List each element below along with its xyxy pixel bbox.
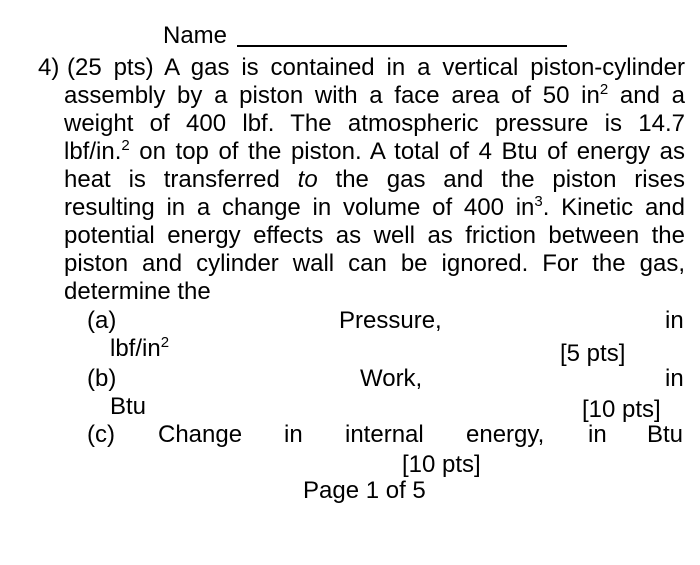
problem-line-8: piston and cylinder wall can be ignored. For the gas,	[64, 250, 685, 277]
part-c-word-4: energy,	[466, 421, 545, 448]
part-b-in: in	[665, 365, 684, 392]
problem-line-1	[67, 54, 685, 82]
part-c-word-6: Btu	[647, 421, 684, 448]
part-b-unit: Btu	[110, 393, 147, 420]
part-c-word-5: in	[588, 421, 607, 448]
problem-line-9: determine the	[64, 278, 211, 305]
problem-line-5	[64, 166, 685, 194]
part-a-unit-superscript: 2	[160, 334, 170, 351]
line4-text-end: on top of the piston. A total of 4 Btu of energy as	[129, 138, 685, 165]
name-blank-line	[237, 45, 567, 47]
problem-line-2	[64, 82, 685, 110]
line6-superscript: 3	[534, 193, 543, 210]
part-a-points: [5 pts]	[560, 340, 626, 367]
part-c-word-1: Change	[158, 421, 243, 448]
part-c-label: (c)	[87, 421, 115, 448]
part-b-label: (b)	[87, 365, 117, 392]
page-number: Page 1 of 5	[303, 477, 426, 504]
problem-line-6	[64, 194, 685, 222]
part-a-word: Pressure,	[339, 307, 442, 334]
line5-text: heat is transferred	[64, 166, 298, 193]
part-c-points: [10 pts]	[402, 451, 481, 478]
problem-points: (25 pts)	[67, 54, 154, 81]
part-c-word-2: in	[284, 421, 303, 448]
part-a-unit	[110, 335, 169, 363]
part-c-word-3: internal	[345, 421, 424, 448]
line4-text: lbf/in.	[64, 138, 122, 165]
problem-line-4	[64, 138, 685, 166]
problem-number: 4)	[38, 54, 60, 81]
part-b-word: Work,	[360, 365, 423, 392]
line6-text: resulting in a change in volume of 400 in	[64, 194, 535, 221]
line2-text-end: and a	[608, 82, 685, 109]
problem-line-3: weight of 400 lbf. The atmospheric pressure is 14.7	[64, 110, 685, 137]
part-a-in: in	[665, 307, 684, 334]
part-a-unit-base: lbf/in	[110, 335, 161, 362]
line4-superscript: 2	[121, 137, 130, 154]
part-a-label: (a)	[87, 307, 117, 334]
problem-line-7: potential energy effects as well as friction between the	[64, 222, 685, 249]
line5-italic-word: to	[297, 166, 318, 193]
problem-line-1-text: A gas is contained in a vertical piston-cylinder	[164, 54, 685, 81]
line2-superscript: 2	[599, 81, 609, 98]
line5-text-end: the gas and the piston rises	[335, 166, 685, 193]
part-b-points: [10 pts]	[582, 396, 661, 423]
line6-text-end: . Kinetic and	[542, 194, 685, 221]
line2-text: assembly by a piston with a face area of 50 in	[64, 82, 600, 109]
name-label: Name	[163, 22, 228, 49]
